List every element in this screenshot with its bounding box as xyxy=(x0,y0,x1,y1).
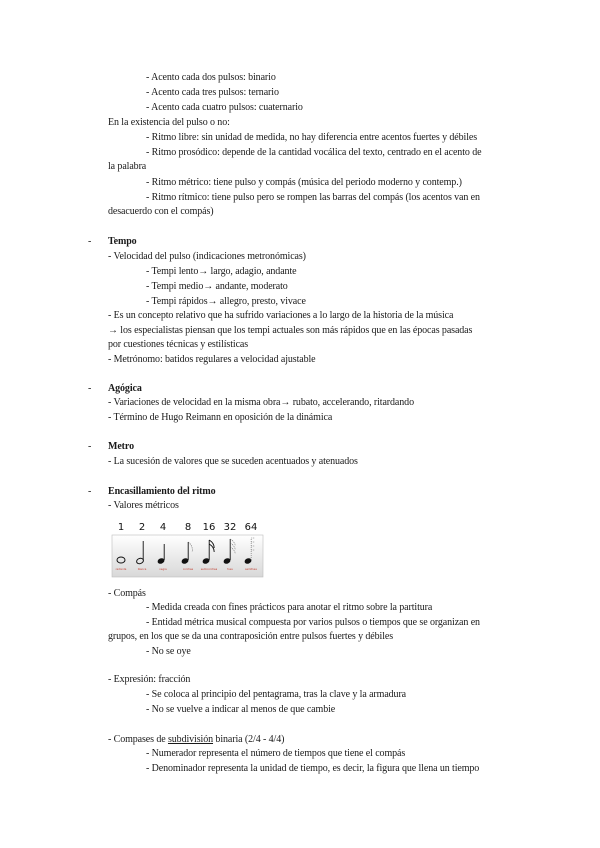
text-line: - Término de Hugo Reimann en oposición de la dinámica xyxy=(108,412,333,423)
text-line: - Expresión: fracción xyxy=(108,674,191,685)
text-line: - Tempi medio→ andante, moderato xyxy=(146,281,288,292)
text-line: - Velocidad del pulso (indicaciones metronómicas) xyxy=(108,251,306,262)
text-line: por cuestiones técnicas y estilísticas xyxy=(108,339,249,350)
text-line: - Metrónomo: batidos regulares a velocidad ajustable xyxy=(108,354,316,365)
value-caption: semifusa xyxy=(245,568,257,571)
text-line: - Es un concepto relativo que ha sufrido variaciones a lo largo de la historia de la música xyxy=(108,310,454,321)
value-number: 32 xyxy=(223,522,237,533)
text-line: desacuerdo con el compás) xyxy=(108,206,214,217)
text-line: - Medida creada con fines prácticos para anotar el ritmo sobre la partitura xyxy=(146,602,433,613)
section-title-tempo: Tempo xyxy=(108,236,137,247)
text-line: - Tempi lento→ largo, adagio, andante xyxy=(146,266,297,277)
text-line: En la existencia del pulso o no: xyxy=(108,117,230,128)
text-line: - Se coloca al principio del pentagrama, tras la clave y la armadura xyxy=(146,689,407,700)
text-line: - Compás xyxy=(108,588,146,599)
section-title-encasillamiento: Encasillamiento del ritmo xyxy=(108,486,216,497)
text-line: - Valores métricos xyxy=(108,500,179,511)
text-line: - No se oye xyxy=(146,646,191,657)
value-number: 8 xyxy=(184,522,192,533)
text-line: - Entidad métrica musical compuesta por varios pulsos o tiempos que se organizan en xyxy=(146,617,480,628)
text-line: - Ritmo prosódico: depende de la cantidad vocálica del texto, centrado en el acento de xyxy=(146,147,482,158)
text-line: - Acento cada tres pulsos: ternario xyxy=(146,87,279,98)
text-line: → los especialistas piensan que los tempi actuales son más rápidos que en las épocas pasadas xyxy=(108,325,473,336)
text-fragment: - Compases de xyxy=(108,734,168,745)
text-line: - Ritmo métrico: tiene pulso y compás (música del periodo moderno y contemp.) xyxy=(146,177,462,188)
text-line: - Ritmo rítmico: tiene pulso pero se rompen las barras del compás (los acentos van en xyxy=(146,192,480,203)
section-bullet: - xyxy=(88,383,92,394)
value-caption: redonda xyxy=(115,568,127,571)
underlined-term: subdivisión xyxy=(167,734,214,745)
value-number: 64 xyxy=(244,522,258,533)
text-line: la palabra xyxy=(108,161,147,172)
section-title-agogica: Agógica xyxy=(108,383,142,394)
value-number: 2 xyxy=(138,522,146,533)
text-line: - Acento cada cuatro pulsos: cuaternario xyxy=(146,102,303,113)
value-caption: negra xyxy=(159,568,167,571)
text-line: - Variaciones de velocidad en la misma obra→ rubato, accelerando, ritardando xyxy=(108,397,414,408)
section-bullet: - xyxy=(88,441,92,452)
text-line: - Ritmo libre: sin unidad de medida, no hay diferencia entre acentos fuertes y débiles xyxy=(146,132,478,143)
value-caption: semicorchea xyxy=(200,568,218,571)
value-number: 4 xyxy=(159,522,167,533)
value-caption: corchea xyxy=(182,568,194,571)
text-line: - Numerador representa el número de tiempos que tiene el compás xyxy=(146,748,406,759)
text-line: - Denominador representa la unidad de tiempo, es decir, la figura que llena un tiempo xyxy=(146,763,480,774)
text-line: - Acento cada dos pulsos: binario xyxy=(146,72,276,83)
text-line: - La sucesión de valores que se suceden acentuados y atenuados xyxy=(108,456,358,467)
value-number: 16 xyxy=(202,522,216,533)
value-number: 1 xyxy=(117,522,125,533)
value-caption: blanca xyxy=(137,568,147,571)
text-line: - No se vuelve a indicar al menos de que cambie xyxy=(146,704,336,715)
value-caption: fusa xyxy=(227,568,233,571)
section-title-metro: Metro xyxy=(108,441,134,452)
section-bullet: - xyxy=(88,236,92,247)
text-line: grupos, en los que se da una contraposición entre pulsos fuertes y débiles xyxy=(108,631,394,642)
note-values-figure xyxy=(110,517,265,579)
text-line-compases xyxy=(108,733,284,746)
text-fragment: binaria (2/4 - 4/4) xyxy=(213,734,285,745)
text-line: - Tempi rápidos→ allegro, presto, vivace xyxy=(146,296,306,307)
section-bullet: - xyxy=(88,486,92,497)
